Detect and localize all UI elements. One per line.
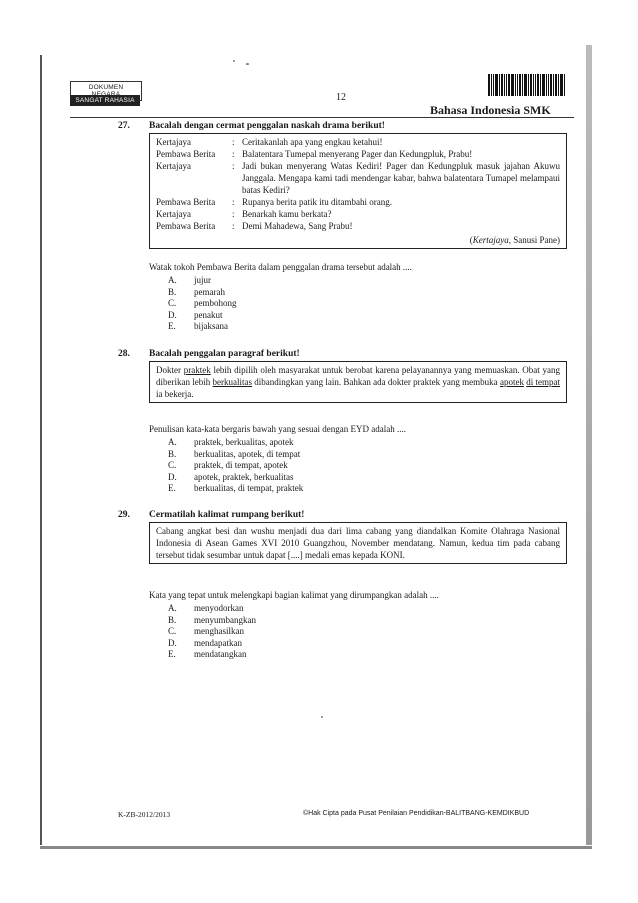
underlined-word: apotek — [499, 377, 524, 387]
dialogue-line: Balatentara Tumepal menyerang Pager dan Kedungpluk, Prabu! — [242, 149, 473, 159]
question-28-number: 28. — [118, 349, 130, 359]
dialogue-row — [156, 148, 560, 160]
paragraph-box-29: Cabang angkat besi dan wushu menjadi dua dari lima cabang yang diandalkan Komite Olahraga Nasional Indonesia di Asean Games XVI 2010 Guangzhou, November mendatang. Namun, kedua tim pada cabang tersebut tidak sesumbar untuk dapat [....] medali emas kepada KONI. — [149, 522, 567, 564]
option-letter: A. — [168, 275, 177, 285]
scan-edge-right — [586, 45, 592, 845]
question-27-number: 27. — [118, 121, 130, 131]
option-letter: B. — [168, 614, 177, 625]
question-27-options — [168, 275, 237, 333]
option-letter: E. — [168, 483, 176, 493]
paragraph-box-28 — [149, 361, 567, 403]
dialogue-speaker: Pembawa Berita — [156, 221, 216, 231]
source-paren: ( — [469, 235, 473, 245]
answer-option — [168, 472, 303, 484]
question-28-options — [168, 437, 303, 495]
option-text: bijaksana — [194, 321, 228, 331]
option-letter: B. — [168, 448, 177, 459]
option-text: penakut — [194, 309, 223, 320]
question-28-prompt: Penulisan kata-kata bergaris bawah yang sesuai dengan EYD adalah .... — [149, 424, 406, 434]
option-letter: D. — [168, 637, 177, 648]
barcode-bar — [540, 74, 541, 96]
barcode-bar — [506, 74, 507, 96]
option-letter: C. — [168, 460, 177, 470]
dialogue-row — [156, 196, 560, 208]
subject-title: Bahasa Indonesia SMK — [430, 103, 551, 117]
para-text: Dokter — [156, 365, 184, 375]
answer-option — [168, 298, 237, 310]
barcode-bar — [537, 74, 539, 96]
option-letter: D. — [168, 471, 177, 482]
question-29-instruction: Cermatilah kalimat rumpang berikut! — [149, 510, 305, 520]
dialogue-colon: : — [232, 197, 235, 207]
barcode-bar — [524, 74, 527, 96]
question-29-prompt: Kata yang tepat untuk melengkapi bagian kalimat yang dirumpangkan adalah .... — [149, 590, 439, 600]
option-text: mendatangkan — [194, 649, 247, 659]
footer-copyright: ©Hak Cipta pada Pusat Penilaian Pendidikan-BALITBANG-KEMDIKBUD — [303, 810, 530, 817]
barcode-bar — [555, 74, 557, 96]
option-text: apotek, praktek, berkualitas — [194, 471, 294, 482]
option-letter: D. — [168, 309, 177, 320]
dialogue-line: Benarkah kamu berkata? — [242, 209, 332, 219]
underlined-word: praktek — [183, 365, 211, 375]
para-text: lebih dipilih oleh masyarakat untuk berobat karena pelayanannya yang memuaskan. Obat yang diberikan lebih — [156, 365, 560, 387]
barcode-bar — [528, 74, 529, 96]
scan-speck — [321, 716, 323, 718]
dialogue-row — [156, 160, 560, 196]
scan-speck — [233, 60, 235, 62]
option-text: jujur — [194, 275, 211, 285]
option-text: menghasilkan — [194, 626, 244, 636]
barcode-bar — [542, 74, 545, 96]
dialogue-colon: : — [232, 209, 235, 219]
para-text: dibandingkan yang lain. Bahkan ada dokter praktek yang membuka — [252, 377, 500, 387]
barcode-bar — [535, 74, 536, 96]
barcode-bar — [564, 74, 565, 96]
barcode-icon — [488, 74, 570, 96]
dialogue-colon: : — [232, 137, 235, 147]
barcode-bar — [493, 74, 494, 96]
option-text: praktek, di tempat, apotek — [194, 460, 288, 470]
option-letter: C. — [168, 298, 177, 308]
barcode-bar — [517, 74, 518, 96]
barcode-bar — [511, 74, 514, 96]
question-29-options — [168, 603, 256, 661]
option-text: pemarah — [194, 286, 225, 297]
barcode-bar — [491, 74, 492, 96]
underlined-word: berkualitas — [212, 377, 253, 387]
secret-classification-badge: SANGAT RAHASIA — [70, 95, 140, 106]
answer-option — [168, 649, 256, 661]
question-27-instruction: Bacalah dengan cermat penggalan naskah drama berikut! — [149, 121, 385, 131]
dialogue-row — [156, 208, 560, 220]
footer-code: K-ZB-2012/2013 — [118, 810, 171, 819]
dialogue-line: Ceritakanlah apa yang engkau ketahui! — [242, 137, 383, 147]
barcode-bar — [558, 74, 559, 96]
barcode-bar — [499, 74, 500, 96]
barcode-bar — [553, 74, 554, 96]
barcode-bar — [488, 74, 490, 96]
option-letter: A. — [168, 437, 177, 447]
barcode-bar — [533, 74, 534, 96]
dialogue-line: Jadi bukan menyerang Watas Kediri! Pager dan Kedungpluk masuk jajahan Akuwu Janggala. Mengapa kami tadi mendengar kabar, bahwa balatentara Tumapel melampaui batas Kediri? — [242, 161, 560, 195]
dialogue-speaker: Kertajaya — [156, 161, 191, 171]
barcode-bar — [501, 74, 503, 96]
source-author: , Sanusi Pane) — [508, 235, 560, 245]
option-text: mendapatkan — [194, 637, 242, 648]
dialogue-line: Rupanya berita patik itu ditambahi orang. — [242, 197, 392, 207]
option-letter: A. — [168, 603, 177, 613]
question-29-number: 29. — [118, 510, 130, 520]
option-text: menyodorkan — [194, 603, 244, 613]
barcode-bar — [504, 74, 505, 96]
barcode-bar — [508, 74, 510, 96]
para-text: ia bekerja. — [156, 389, 194, 399]
drama-source — [156, 234, 560, 246]
dialogue-speaker: Kertajaya — [156, 209, 191, 219]
underlined-word: di tempat — [526, 377, 560, 387]
header-divider — [70, 117, 574, 118]
answer-option — [168, 437, 303, 449]
scan-speck — [246, 63, 249, 65]
barcode-bar — [515, 74, 516, 96]
dialogue-row — [156, 220, 560, 232]
doc-classification-badge: DOKUMEN — [70, 81, 142, 101]
dialogue-speaker: Kertajaya — [156, 137, 191, 147]
answer-option — [168, 449, 303, 461]
barcode-bar — [495, 74, 498, 96]
option-letter: E. — [168, 321, 176, 331]
barcode-bar — [548, 74, 549, 96]
dialogue-line: Demi Mahadewa, Sang Prabu! — [242, 221, 353, 231]
answer-option — [168, 310, 237, 322]
barcode-bar — [560, 74, 563, 96]
option-text: praktek, berkualitas, apotek — [194, 437, 294, 447]
option-text: berkualitas, di tempat, praktek — [194, 483, 304, 493]
source-title: Kertajaya — [472, 235, 509, 245]
option-letter: C. — [168, 626, 177, 636]
page-number: 12 — [336, 92, 346, 103]
answer-option — [168, 603, 256, 615]
dialogue-row — [156, 136, 560, 148]
answer-option — [168, 626, 256, 638]
barcode-bar — [519, 74, 521, 96]
answer-option — [168, 275, 237, 287]
scan-edge-left — [40, 55, 42, 845]
option-text: menyumbangkan — [194, 614, 256, 625]
answer-option — [168, 615, 256, 627]
barcode-bar — [546, 74, 547, 96]
answer-option — [168, 460, 303, 472]
option-letter: E. — [168, 649, 176, 659]
dialogue-colon: : — [232, 149, 235, 159]
dialogue-colon: : — [232, 221, 235, 231]
option-letter: B. — [168, 286, 177, 297]
option-text: pembohong — [194, 298, 237, 308]
question-28-instruction: Bacalah penggalan paragraf berikut! — [149, 349, 300, 359]
answer-option — [168, 287, 237, 299]
answer-option — [168, 638, 256, 650]
barcode-bar — [530, 74, 532, 96]
option-text: berkualitas, apotek, di tempat — [194, 448, 301, 459]
barcode-bar — [522, 74, 523, 96]
dialogue-speaker: Pembawa Berita — [156, 197, 216, 207]
dialogue-colon: : — [232, 161, 235, 171]
scan-edge-bottom — [40, 846, 592, 849]
drama-excerpt-box — [149, 133, 567, 249]
answer-option — [168, 483, 303, 495]
question-27-prompt: Watak tokoh Pembawa Berita dalam penggalan drama tersebut adalah .... — [149, 262, 412, 272]
dialogue-speaker: Pembawa Berita — [156, 149, 216, 159]
barcode-bar — [550, 74, 552, 96]
answer-option — [168, 321, 237, 333]
